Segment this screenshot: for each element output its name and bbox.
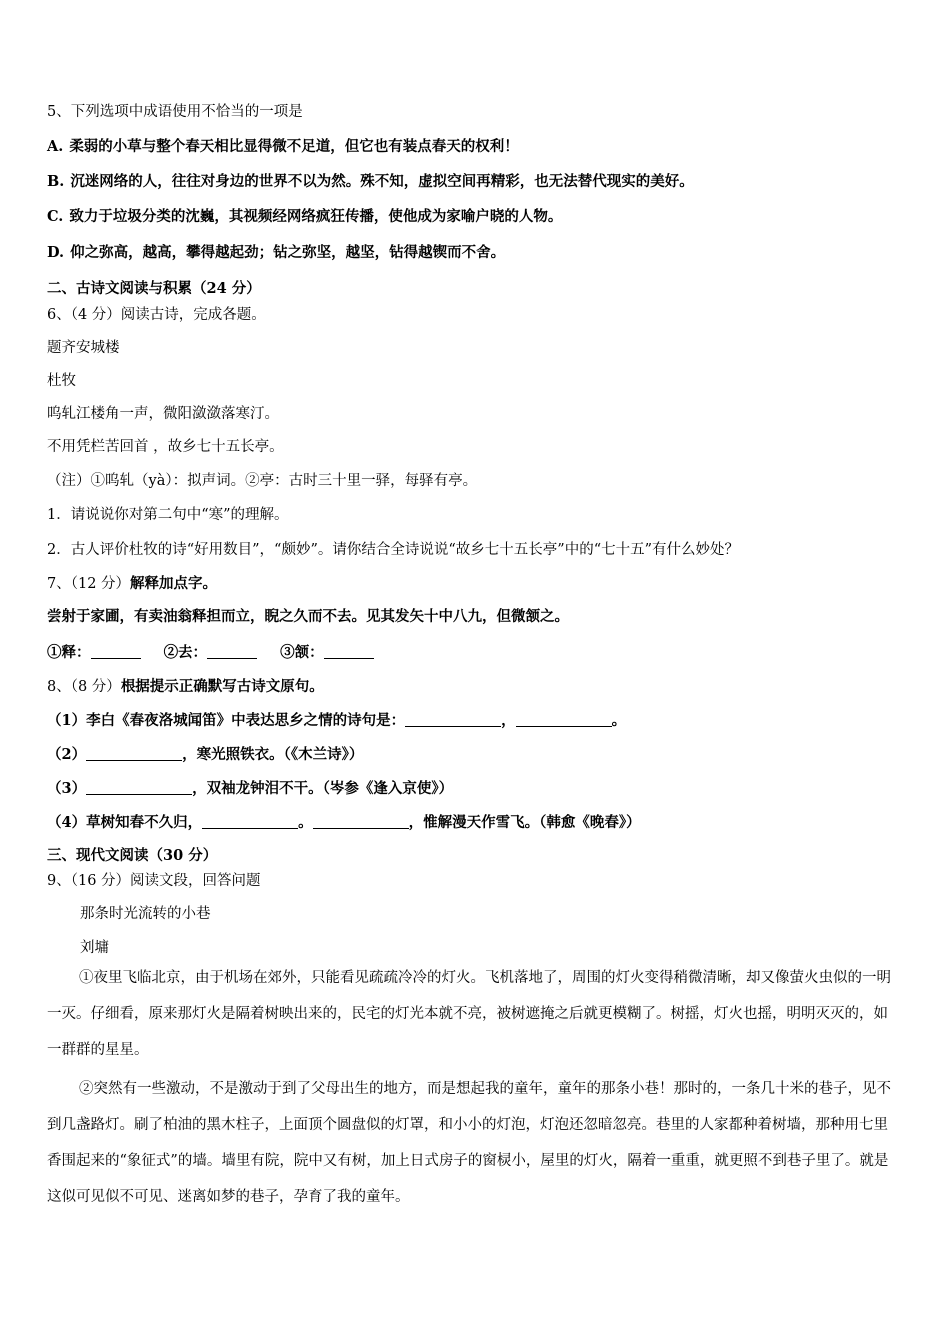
q8-stem-text: 根据提示正确默写古诗文原句。: [120, 678, 324, 695]
answer-blank[interactable]: [324, 644, 374, 659]
q7-stem-prefix: 7、（12 分）: [47, 576, 131, 592]
q8-line-4-text: （4）草树知春不久归，: [47, 814, 203, 831]
q8-line-1-text: （1）李白《春夜洛城闻笛》中表达思乡之情的诗句是：: [47, 712, 406, 729]
q8-line-1: [47, 711, 626, 731]
q8-line-1-sep: ，: [501, 712, 516, 729]
article-author: 刘墉: [80, 940, 109, 956]
poem-line-1: 呜轧江楼角一声，微阳潋潋落寒汀。: [47, 406, 279, 422]
q7-item-2-label: ②去：: [163, 644, 208, 661]
q8-line-2: [47, 745, 363, 765]
q5-option-c[interactable]: [47, 207, 562, 227]
q7-passage: 尝射于家圃，有卖油翁释担而立，睨之久而不去。见其发矢十中八九，但微颔之。: [47, 608, 569, 625]
poem-author: 杜牧: [47, 373, 76, 389]
option-text: 仰之弥高，越高，攀得越起劲；钻之弥坚，越坚，钻得越锲而不舍。: [70, 244, 506, 261]
q5-option-a[interactable]: [47, 137, 519, 157]
section-heading-classical: 二、古诗文阅读与积累（24 分）: [47, 280, 261, 297]
answer-blank[interactable]: [207, 644, 257, 659]
q6-stem: 6、（4 分）阅读古诗，完成各题。: [47, 307, 266, 323]
option-letter: B.: [47, 173, 65, 190]
q8-line-4-end: ，惟解漫天作雪飞。（韩愈《晚春》）: [408, 814, 641, 831]
answer-blank[interactable]: [91, 644, 141, 659]
q7-items: [47, 643, 374, 663]
q6-sub-1: 1．请说说你对第二句中“寒”的理解。: [47, 507, 289, 523]
q8-line-1-end: 。: [611, 712, 627, 729]
q8-line-2-text: ，寒光照铁衣。（《木兰诗》）: [182, 746, 364, 763]
q8-line-3-num: （3）: [47, 780, 87, 797]
q5-stem: 5、下列选项中成语使用不恰当的一项是: [47, 104, 303, 120]
q8-line-3: [47, 779, 453, 799]
q7-item-3-label: ③颔：: [280, 644, 324, 661]
answer-blank[interactable]: [86, 780, 192, 795]
article-title: 那条时光流转的小巷: [80, 906, 211, 922]
poem-title: 题齐安城楼: [47, 340, 120, 356]
option-text: 沉迷网络的人，往往对身边的世界不以为然。殊不知，虚拟空间再精彩，也无法替代现实的美好。: [70, 173, 694, 190]
answer-blank[interactable]: [313, 814, 409, 829]
q5-option-b[interactable]: [47, 172, 694, 192]
answer-blank[interactable]: [516, 712, 612, 727]
article-paragraph-2: ②突然有一些激动，不是激动于到了父母出生的地方，而是想起我的童年，童年的那条小巷！那时的，一条几十米的巷子，见不到几盏路灯。刷了柏油的黑木柱子，上面顶个圆盘似的灯罩，和小小的灯泡，灯泡还忽暗忽亮。巷里的人家都种着树墙，那种用七里香围起来的“象征式”的墙。墙里有院，院中又有树，加上日式房子的窗棂小，屋里的灯火，隔着一重重，就更照不到巷子里了。就是这似可见似不可见、迷离如梦的巷子，孕育了我的童年。: [47, 1081, 891, 1205]
option-letter: D.: [47, 244, 65, 261]
option-text: 柔弱的小草与整个春天相比显得微不足道，但它也有装点春天的权利！: [69, 138, 519, 155]
q8-line-2-num: （2）: [47, 746, 87, 763]
option-letter: A.: [47, 138, 64, 155]
answer-blank[interactable]: [405, 712, 501, 727]
q7-item-1-label: ①释：: [47, 644, 91, 661]
answer-blank[interactable]: [86, 746, 182, 761]
q8-line-4-mid: 。: [298, 814, 313, 831]
option-letter: C.: [47, 208, 64, 225]
poem-note: （注）①呜轧（yà）：拟声词。②亭：古时三十里一驿，每驿有亭。: [47, 473, 478, 489]
q7-stem-text: 解释加点字。: [130, 575, 218, 592]
answer-blank[interactable]: [202, 814, 298, 829]
q5-option-d[interactable]: [47, 243, 505, 263]
q8-stem: [47, 677, 324, 697]
q6-sub-2: 2．古人评价杜牧的诗“好用数目”，“颇妙”。请你结合全诗说说“故乡七十五长亭”中的“七十五”有什么妙处？: [47, 542, 740, 558]
q8-stem-prefix: 8、（8 分）: [47, 679, 121, 695]
option-text: 致力于垃圾分类的沈巍，其视频经网络疯狂传播，使他成为家喻户晓的人物。: [69, 208, 563, 225]
q8-line-3-text: ，双袖龙钟泪不干。（岑参《逢入京使》）: [192, 780, 454, 797]
section-heading-modern: 三、现代文阅读（30 分）: [47, 847, 218, 864]
q9-stem: 9、（16 分）阅读文段，回答问题: [47, 873, 261, 889]
poem-line-2: 不用凭栏苦回首 ，故乡七十五长亭。: [47, 439, 284, 455]
q8-line-4: [47, 813, 641, 833]
q7-stem: [47, 574, 217, 594]
article-paragraph-1: ①夜里飞临北京，由于机场在郊外，只能看见疏疏冷冷的灯火。飞机落地了，周围的灯火变得稍微清晰，却又像萤火虫似的一明一灭。仔细看，原来那灯火是隔着树映出来的，民宅的灯光本就不亮，被树遮掩之后就更模糊了。树摇，灯火也摇，明明灭灭的，如一群群的星星。: [47, 970, 891, 1058]
